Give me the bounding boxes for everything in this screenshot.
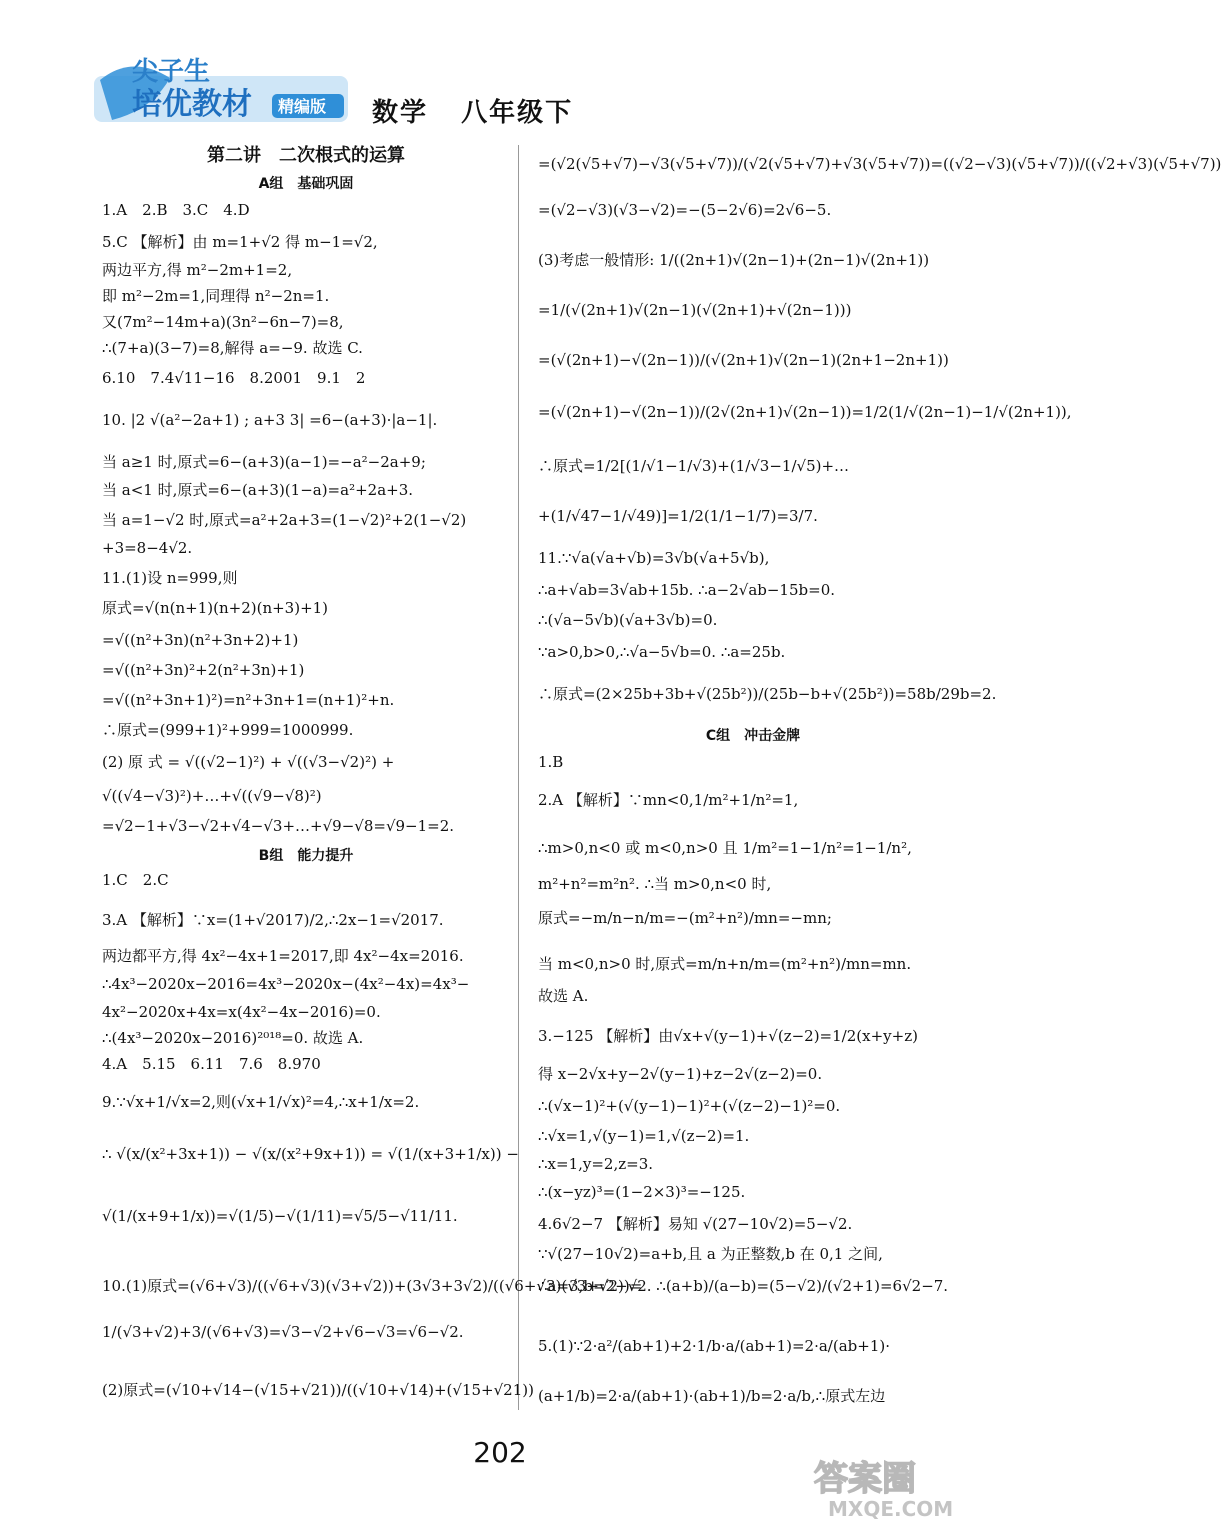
answer-line: 当 m<0,n>0 时,原式=m/n+n/m=(m²+n²)/mn=mn. bbox=[538, 955, 912, 973]
group-a-heading: A组 基础巩固 bbox=[258, 176, 354, 192]
answer-line: ∴原式=(2×25b+3b+√(25b²))/(25b−b+√(25b²))=58b/29b=2. bbox=[538, 685, 997, 703]
answer-line: (3)考虑一般情形: 1/((2n+1)√(2n−1)+(2n−1)√(2n+1)) bbox=[538, 251, 930, 269]
answer-line: 10. |2 √(a²−2a+1) ; a+3 3| =6−(a+3)·|a−1|. bbox=[102, 411, 438, 429]
answer-line: =√((n²+3n+1)²)=n²+3n+1=(n+1)²+n. bbox=[102, 691, 395, 709]
answer-line: ∵√(27−10√2)=a+b,且 a 为正整数,b 在 0,1 之间, bbox=[538, 1245, 883, 1263]
answer-line: ∴m>0,n<0 或 m<0,n>0 且 1/m²=1−1/n²=1−1/n², bbox=[538, 839, 912, 857]
answer-line: 3.−125 【解析】由√x+√(y−1)+√(z−2)=1/2(x+y+z) bbox=[538, 1027, 918, 1045]
brand-logo bbox=[92, 50, 350, 128]
answer-line: =√2−1+√3−√2+√4−√3+…+√9−√8=√9−1=2. bbox=[102, 817, 455, 835]
answer-line: +(1/√47−1/√49)]=1/2(1/1−1/7)=3/7. bbox=[538, 507, 818, 525]
answer-line: 4x²−2020x+4x=x(4x²−4x−2016)=0. bbox=[102, 1003, 381, 1021]
answer-line: ∴a=3,b=2−√2. ∴(a+b)/(a−b)=(5−√2)/(√2+1)=6√2−7. bbox=[538, 1277, 949, 1295]
answer-line: 2.A 【解析】∵mn<0,1/m²+1/n²=1, bbox=[538, 791, 799, 809]
answer-line: 两边平方,得 m²−2m+1=2, bbox=[102, 261, 293, 279]
answer-line: 原式=√(n(n+1)(n+2)(n+3)+1) bbox=[102, 599, 329, 617]
answer-line: 当 a≥1 时,原式=6−(a+3)(a−1)=−a²−2a+9; bbox=[102, 453, 426, 471]
answer-line: 4.A 5.15 6.11 7.6 8.970 bbox=[102, 1055, 321, 1073]
answer-line: ∴a+√ab=3√ab+15b. ∴a−2√ab−15b=0. bbox=[538, 581, 836, 599]
group-c-heading: C组 冲击金牌 bbox=[705, 728, 801, 744]
svg-text:培优教材: 培优教材 bbox=[132, 87, 252, 122]
answer-line: √(1/(x+9+1/x))=√(1/5)−√(1/11)=√5/5−√11/11. bbox=[102, 1207, 458, 1225]
answer-line: ∴(4x³−2020x−2016)²⁰¹⁸=0. 故选 A. bbox=[102, 1029, 364, 1047]
answer-line: 故选 A. bbox=[538, 987, 589, 1005]
answer-line: (2) 原 式 = √((√2−1)²) + √((√3−√2)²) + bbox=[102, 753, 395, 771]
answer-line: ∴原式=1/2[(1/√1−1/√3)+(1/√3−1/√5)+… bbox=[538, 457, 850, 475]
answer-line: 1/(√3+√2)+3/(√6+√3)=√3−√2+√6−√3=√6−√2. bbox=[102, 1323, 464, 1341]
answer-line: 11.(1)设 n=999,则 bbox=[102, 569, 238, 587]
svg-text:MXQE.COM: MXQE.COM bbox=[828, 1497, 954, 1521]
answer-line: 10.(1)原式=(√6+√3)/((√6+√3)(√3+√2))+(3√3+3√2)/((√6+√3)(√3+√2))= bbox=[102, 1277, 643, 1295]
answer-line: ∴原式=(999+1)²+999=1000999. bbox=[102, 721, 354, 739]
svg-text:尖子生: 尖子生 bbox=[132, 57, 211, 87]
answer-line: ∴√x=1,√(y−1)=1,√(z−2)=1. bbox=[538, 1127, 750, 1145]
answer-line: ∴(√x−1)²+(√(y−1)−1)²+(√(z−2)−1)²=0. bbox=[538, 1097, 841, 1115]
answer-line: =(√2−√3)(√3−√2)=−(5−2√6)=2√6−5. bbox=[538, 201, 832, 219]
answer-line: ∴ √(x/(x²+3x+1)) − √(x/(x²+9x+1)) = √(1/(x+3+1/x)) − bbox=[102, 1145, 519, 1163]
page-header-title: 数学 八年级下 bbox=[372, 98, 574, 128]
section-title: 第二讲 二次根式的运算 bbox=[207, 145, 405, 166]
watermark-logo bbox=[808, 1450, 988, 1522]
answer-line: 5.C 【解析】由 m=1+√2 得 m−1=√2, bbox=[102, 233, 378, 251]
answer-line: 3.A 【解析】∵x=(1+√2017)/2,∴2x−1=√2017. bbox=[102, 911, 444, 929]
svg-text:精编版: 精编版 bbox=[278, 97, 327, 116]
svg-text:答案圈: 答案圈 bbox=[814, 1459, 916, 1499]
answer-line: 1.C 2.C bbox=[102, 871, 169, 889]
column-divider bbox=[518, 145, 519, 1410]
answer-line: 5.(1)∵2·a²/(ab+1)+2·1/b·a/(ab+1)=2·a/(ab+1)· bbox=[538, 1337, 890, 1355]
answer-line: 1.A 2.B 3.C 4.D bbox=[102, 201, 250, 219]
answer-line: 当 a=1−√2 时,原式=a²+2a+3=(1−√2)²+2(1−√2) bbox=[102, 511, 467, 529]
answer-line: 即 m²−2m=1,同理得 n²−2n=1. bbox=[102, 287, 330, 305]
answer-line: ∴(x−yz)³=(1−2×3)³=−125. bbox=[538, 1183, 746, 1201]
answer-line: ∵a>0,b>0,∴√a−5√b=0. ∴a=25b. bbox=[538, 643, 786, 661]
answer-line: 当 a<1 时,原式=6−(a+3)(1−a)=a²+2a+3. bbox=[102, 481, 414, 499]
answer-line: 两边都平方,得 4x²−4x+1=2017,即 4x²−4x=2016. bbox=[102, 947, 464, 965]
answer-line: ∴4x³−2020x−2016=4x³−2020x−(4x²−4x)=4x³− bbox=[102, 975, 470, 993]
group-b-heading: B组 能力提升 bbox=[258, 848, 354, 864]
answer-line: =√((n²+3n)²+2(n²+3n)+1) bbox=[102, 661, 305, 679]
answer-line: =(√2(√5+√7)−√3(√5+√7))/(√2(√5+√7)+√3(√5+√7))=((√2−√3)(√5+√7))/((√2+√3)(√5+√7)) bbox=[538, 155, 1221, 173]
answer-line: (a+1/b)=2·a/(ab+1)·(ab+1)/b=2·a/b,∴原式左边 bbox=[538, 1387, 886, 1405]
answer-line: 4.6√2−7 【解析】易知 √(27−10√2)=5−√2. bbox=[538, 1215, 853, 1233]
answer-line: m²+n²=m²n². ∴当 m>0,n<0 时, bbox=[538, 875, 772, 893]
answer-line: ∴(7+a)(3−7)=8,解得 a=−9. 故选 C. bbox=[102, 339, 363, 357]
answer-line: ∴(√a−5√b)(√a+3√b)=0. bbox=[538, 611, 718, 629]
answer-line: 得 x−2√x+y−2√(y−1)+z−2√(z−2)=0. bbox=[538, 1065, 823, 1083]
page-number: 202 bbox=[473, 1436, 527, 1469]
answer-line: =1/(√(2n+1)√(2n−1)(√(2n+1)+√(2n−1))) bbox=[538, 301, 852, 319]
answer-line: 11.∵√a(√a+√b)=3√b(√a+5√b), bbox=[538, 549, 770, 567]
answer-line: 又(7m²−14m+a)(3n²−6n−7)=8, bbox=[102, 313, 344, 331]
answer-line: √((√4−√3)²)+…+√((√9−√8)²) bbox=[102, 787, 322, 805]
answer-line: ∴x=1,y=2,z=3. bbox=[538, 1155, 654, 1173]
answer-line: 原式=−m/n−n/m=−(m²+n²)/mn=−mn; bbox=[538, 909, 832, 927]
answer-line: (2)原式=(√10+√14−(√15+√21))/((√10+√14)+(√15+√21)) bbox=[102, 1381, 534, 1399]
answer-line: =(√(2n+1)−√(2n−1))/(√(2n+1)√(2n−1)(2n+1−2n+1)) bbox=[538, 351, 949, 369]
answer-line: =(√(2n+1)−√(2n−1))/(2√(2n+1)√(2n−1))=1/2(1/√(2n−1)−1/√(2n+1)), bbox=[538, 403, 1072, 421]
answer-line: +3=8−4√2. bbox=[102, 539, 193, 557]
answer-line: 1.B bbox=[538, 753, 564, 771]
answer-line: 6.10 7.4√11−16 8.2001 9.1 2 bbox=[102, 369, 366, 387]
answer-line: 9.∵√x+1/√x=2,则(√x+1/√x)²=4,∴x+1/x=2. bbox=[102, 1093, 420, 1111]
answer-line: =√((n²+3n)(n²+3n+2)+1) bbox=[102, 631, 299, 649]
